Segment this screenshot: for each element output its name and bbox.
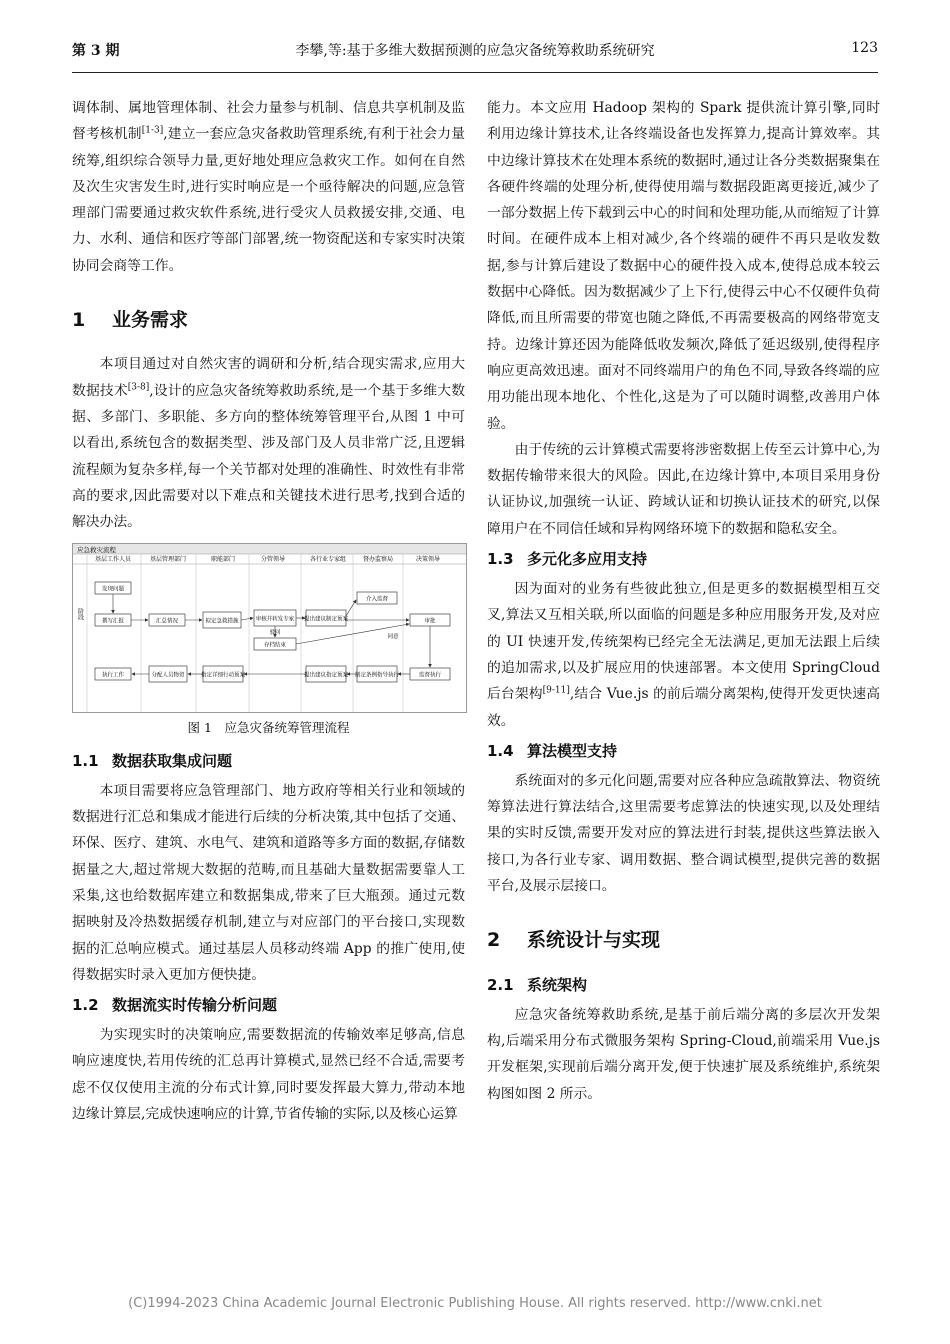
right-column [487, 95, 880, 1107]
flowchart-svg [73, 544, 466, 712]
section-2-1-paragraph: 应急灾备统筹救助系统,是基于前后端分离的多层次开发架构,后端采用分布式微服务架构 Spring-Cloud,前端采用 Vue.js 开发框架,实现前后端分离开发,便于快速扩展及系统维护,系统架构图如图 2 所示。 [487, 1006, 880, 1102]
flow-box: 执行工作 [101, 672, 125, 679]
lane-header: 基层管理部门 [149, 556, 187, 564]
lane-header: 督办监察局 [362, 556, 394, 564]
flow-box: 撰写汇报 [101, 618, 125, 625]
copyright-footer: (C)1994-2023 China Academic Journal Electronic Publishing House. All rights reserved. http://www.cnki.net [128, 1296, 822, 1311]
citation: [1-3] [141, 125, 164, 136]
flow-box: 存档结束 [263, 642, 287, 649]
flow-box: 审批 [424, 618, 436, 625]
flow-label: 驳回 [269, 630, 281, 637]
section-2-1-heading: 2.1 系统架构 [487, 975, 588, 994]
flow-box: 汇总情况 [155, 618, 179, 625]
flow-box: 提出建议制定预案 [303, 616, 349, 623]
section-1-1-paragraph: 本项目需要将应急管理部门、地方政府等相关行业和领域的数据进行汇总和集成才能进行后续的分析决策,其中包括了交通、环保、医疗、建筑、水电气、建筑和道路等多方面的数据,存储数据量之大,超过常规大数据的范畴,而且基础大量数据需要靠人工采集,这也给数据库建立和数据集成,带来了巨大瓶颈。通过元数据映射及冷热数据缓存机制,建立与对应部门的平台接口,实现数据的汇总响应模式。通过基层人员移动终端 App 的推广使用,使得数据实时录入更加方便快捷。 [72, 782, 465, 983]
figure-1-caption: 图 1 应急灾备统筹管理流程 [187, 720, 350, 736]
section-1-2-paragraph: 为实现实时的决策响应,需要数据流的传输效率足够高,信息响应速度快,若用传统的汇总再计算模式,显然已经不合适,需要考虑不仅仅使用主流的分布式计算,同时要发挥最大算力,带动本地边缘计算层,完成快速响应的计算,节省传输的实际,以及核心运算 [72, 1027, 465, 1123]
section-1-3-paragraph: 因为面对的业务有些彼此独立,但是更多的数据模型相互交叉,算法又互相关联,所以面临的问题是多种应用服务开发,及对应的 UI 快速开发,传统架构已经完全无法满足,更加无法跟上后续的追加需求,以及扩展应用的快速部署。本文使用 SpringCloud 后台架构[9-11],结合 Vue.js 的前后端分离架构,使得开发更快速高效。 [487, 581, 881, 729]
lane-header: 决策领导 [415, 556, 441, 564]
left-column [72, 95, 465, 1127]
lane-header: 职能部门 [210, 556, 236, 564]
lane-header: 基层工作人员 [94, 556, 132, 564]
section-1-2-heading: 1.2 数据流实时传输分析问题 [72, 996, 278, 1015]
citation: [9-11] [542, 685, 570, 696]
intro-paragraph: 调体制、属地管理体制、社会力量参与机制、信息共享机制及监督考核机制[1-3],建立一套应急灾备救助管理系统,有利于社会力量统筹,组织综合领导力量,更好地处理应急救灾工作。如何在自然及次生灾害发生时,进行实时响应是一个亟待解决的问题,应急管理部门需要通过救灾软件系统,进行受灾人员救援安排,交通、电力、水利、通信和医疗等部门部署,统一物资配送和专家实时决策协同会商等工作。 [72, 100, 466, 274]
section-1-3-heading: 1.3 多元化多应用支持 [487, 550, 648, 569]
section-2-heading: 2 系统设计与实现 [487, 929, 661, 952]
flow-box: 指定详细行动预案 [200, 672, 246, 679]
flow-label: 同意 [387, 634, 399, 641]
flow-box: 制定条例指导执行 [354, 672, 400, 679]
security-paragraph: 由于传统的云计算模式需要将涉密数据上传至云计算中心,为数据传输带来很大的风险。因此,在边缘计算中,本项目采用身份认证协议,加强统一认证、跨域认证和切换认证技术的研究,以保障用户在不同信任域和异构网络环境下的数据和隐私安全。 [487, 441, 880, 537]
continued-paragraph: 能力。本文应用 Hadoop 架构的 Spark 提供流计算引擎,同时利用边缘计算技术,让各终端设备也发挥算力,提高计算效率。其中边缘计算技术在处理本系统的数据时,通过让各分类数据聚集在各硬件终端的处理分析,使得使用端与数据段距离更接近,减少了一部分数据上传下载到云中心的时间和处理功能,从而缩短了计算时间。在硬件成本上相对减少,各个终端的硬件不再只是收发数据,参与计算后建设了数据中心的硬件投入成本,使得总成本较云数据中心降低。因为数据减少了上下行,使得云中心不仅硬件负荷降低,而且所需要的带宽也随之降低,不再需要极高的网络带宽支持。边缘计算还因为能降低收发频次,降低了延迟级别,使得程序响应更高效迅速。面对不同终端用户的角色不同,导致各终端的应用功能出现本地化、个性化,这是为了可以随时调整,改善用户体验。 [487, 100, 880, 432]
flow-box: 发现问题 [101, 586, 125, 593]
section-1-4-paragraph: 系统面对的多元化问题,需要对应各种应急疏散算法、物资统筹算法进行算法结合,这里需要考虑算法的快速实现,以及处理结果的实时反馈,需要开发对应的算法进行封装,提供这些算法嵌入接口,为各行业专家、调用数据、整合调试模型,提供完善的数据平台,及展示层接口。 [487, 772, 880, 895]
journal-issue: 第 3 期 [72, 43, 120, 59]
page-number: 123 [851, 40, 878, 56]
section-1-paragraph: 本项目通过对自然灾害的调研和分析,结合现实需求,应用大数据技术[3-8],设计的应急灾备统筹救助系统,是一个基于多维大数据、多部门、多职能、多方向的整体统筹管理平台,从图 1 中可以看出,系统包含的数据类型、涉及部门及人员非常广泛,且逻辑流程颇为复杂多样,每一个关节都对处理的准确性、时效性有非常高的要求,因此需要对以下难点和关键技术进行思考,找到合适的解决办法。 [72, 356, 465, 531]
flow-title: 应急救灾流程 [77, 546, 116, 555]
header-rule [72, 72, 878, 73]
row-label: 阶段 [76, 608, 84, 621]
lane-header: 分管领导 [260, 556, 286, 564]
flow-box: 监督执行 [418, 672, 442, 679]
running-title: 李攀,等:基于多维大数据预测的应急灾备统筹救助系统研究 [295, 43, 655, 59]
section-1-4-heading: 1.4 算法模型支持 [487, 741, 618, 760]
section-1-1-heading: 1.1 数据获取集成问题 [72, 751, 233, 770]
flow-box: 分配人员物资 [151, 672, 185, 679]
lane-header: 各行业专家组 [309, 556, 347, 564]
flow-box: 拟定急救措施 [205, 618, 239, 625]
flow-box: 提出建议指定预案 [303, 672, 349, 679]
figure-1-flowchart [72, 543, 467, 713]
citation: [3-8] [127, 382, 150, 393]
flow-box: 审核并转发专家 [255, 616, 295, 623]
flow-box: 介入监督 [365, 596, 389, 603]
section-1-heading: 1 业务需求 [72, 309, 189, 332]
